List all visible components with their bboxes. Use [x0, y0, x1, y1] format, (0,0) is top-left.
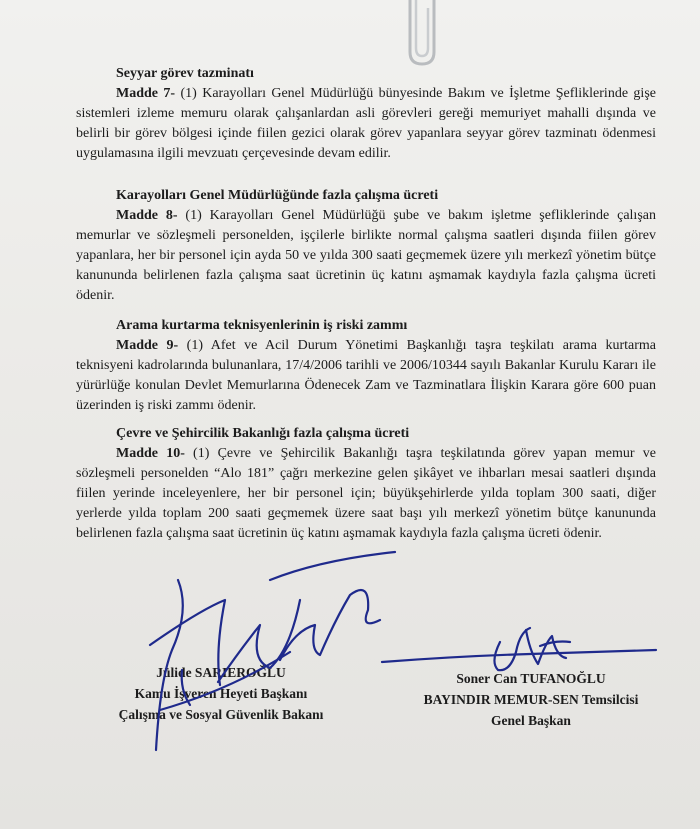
article-number: Madde 9- — [116, 338, 179, 353]
signatory-name: Jülide SARIEROĞLU — [156, 665, 286, 680]
section-madde-7 — [76, 64, 656, 164]
article-paragraph — [76, 84, 656, 164]
section-madde-10 — [76, 424, 656, 544]
article-number: Madde 8- — [116, 208, 178, 223]
article-paragraph — [76, 444, 656, 544]
signature-left-icon — [120, 540, 410, 760]
signatory-right — [396, 668, 666, 731]
signatory-title: Çalışma ve Sosyal Güvenlik Bakanı — [118, 707, 324, 722]
section-heading: Çevre ve Şehircilik Bakanlığı fazla çalışma ücreti — [116, 426, 410, 441]
signatory-name: Soner Can TUFANOĞLU — [456, 671, 606, 686]
signatory-title: Genel Başkan — [491, 713, 571, 728]
section-heading: Arama kurtarma teknisyenlerinin iş riski zammı — [116, 318, 408, 333]
article-number: Madde 10- — [116, 446, 185, 461]
signatory-title: BAYINDIR MEMUR-SEN Temsilcisi — [423, 692, 639, 707]
article-text: (1) Karayolları Genel Müdürlüğü bünyesinde Bakım ve İşletme Şefliklerinde gişe sistemleri izleme memuru olarak çalışanlardan asli görevleri gereği memuriyet mahalli dışında ve belirli bir görev bölgesi içinde fiilen gezici olarak görev yapanlara seyyar görev tazminatı ödenmesi uygulamasına ilgili mevzuatı çerçevesinde devam edilir. — [76, 86, 656, 161]
article-number: Madde 7- — [116, 86, 176, 101]
section-madde-9 — [76, 316, 656, 416]
paper-clip-icon — [404, 0, 444, 70]
article-text: (1) Çevre ve Şehircilik Bakanlığı taşra teşkilatında görev yapan memur ve sözleşmeli personelden “Alo 181” çağrı merkezine gelen şikâyet ve ihbarları mesai saatleri dışında fiilen yerinde inceleyenlere, her bir personel için; büyükşehirlerde yılda toplam 300 saati, diğer yerlerde yılda toplam 200 saati geçmemek üzere saat başı yılı merkezî yönetim bütçe kanununda belirlenen fazla çalışma saat ücretinin üç katını aşmamak kaydıyla fazla çalışma ücreti ödenir. — [76, 446, 656, 541]
article-text: (1) Afet ve Acil Durum Yönetimi Başkanlığı taşra teşkilatı arama kurtarma teknisyeni kadrolarında bulunanlara, 17/4/2006 tarihli ve 2006/10344 sayılı Bakanlar Kurulu Kararı ile yürürlüğe konulan Devlet Memurlarına Ödenecek Zam ve Tazminatlara İlişkin Karara göre 600 puan üzerinden iş riski zammı ödenir. — [76, 338, 657, 413]
signatory-title: Kamu İşveren Heyeti Başkanı — [134, 686, 308, 701]
section-madde-8 — [76, 186, 656, 306]
article-paragraph — [76, 206, 656, 306]
article-text: (1) Karayolları Genel Müdürlüğü şube ve bakım işletme şefliklerinde çalışan memurlar ve sözleşmeli personelden, işçilerle birlikte normal çalışma saatleri dışında fiilen görev yapanlara, her bir personel için ayda 50 ve yılda 300 saati geçmemek üzere yılı merkezî yönetim bütçe kanununda belirlenen fazla çalışma saat ücretinin üç katını aşmamak kaydıyla fazla çalışma ücreti ödenir. — [76, 208, 656, 303]
section-heading: Karayolları Genel Müdürlüğünde fazla çalışma ücreti — [116, 188, 439, 203]
section-heading: Seyyar görev tazminatı — [116, 66, 254, 81]
article-paragraph — [76, 336, 656, 416]
signatory-left — [96, 662, 346, 725]
